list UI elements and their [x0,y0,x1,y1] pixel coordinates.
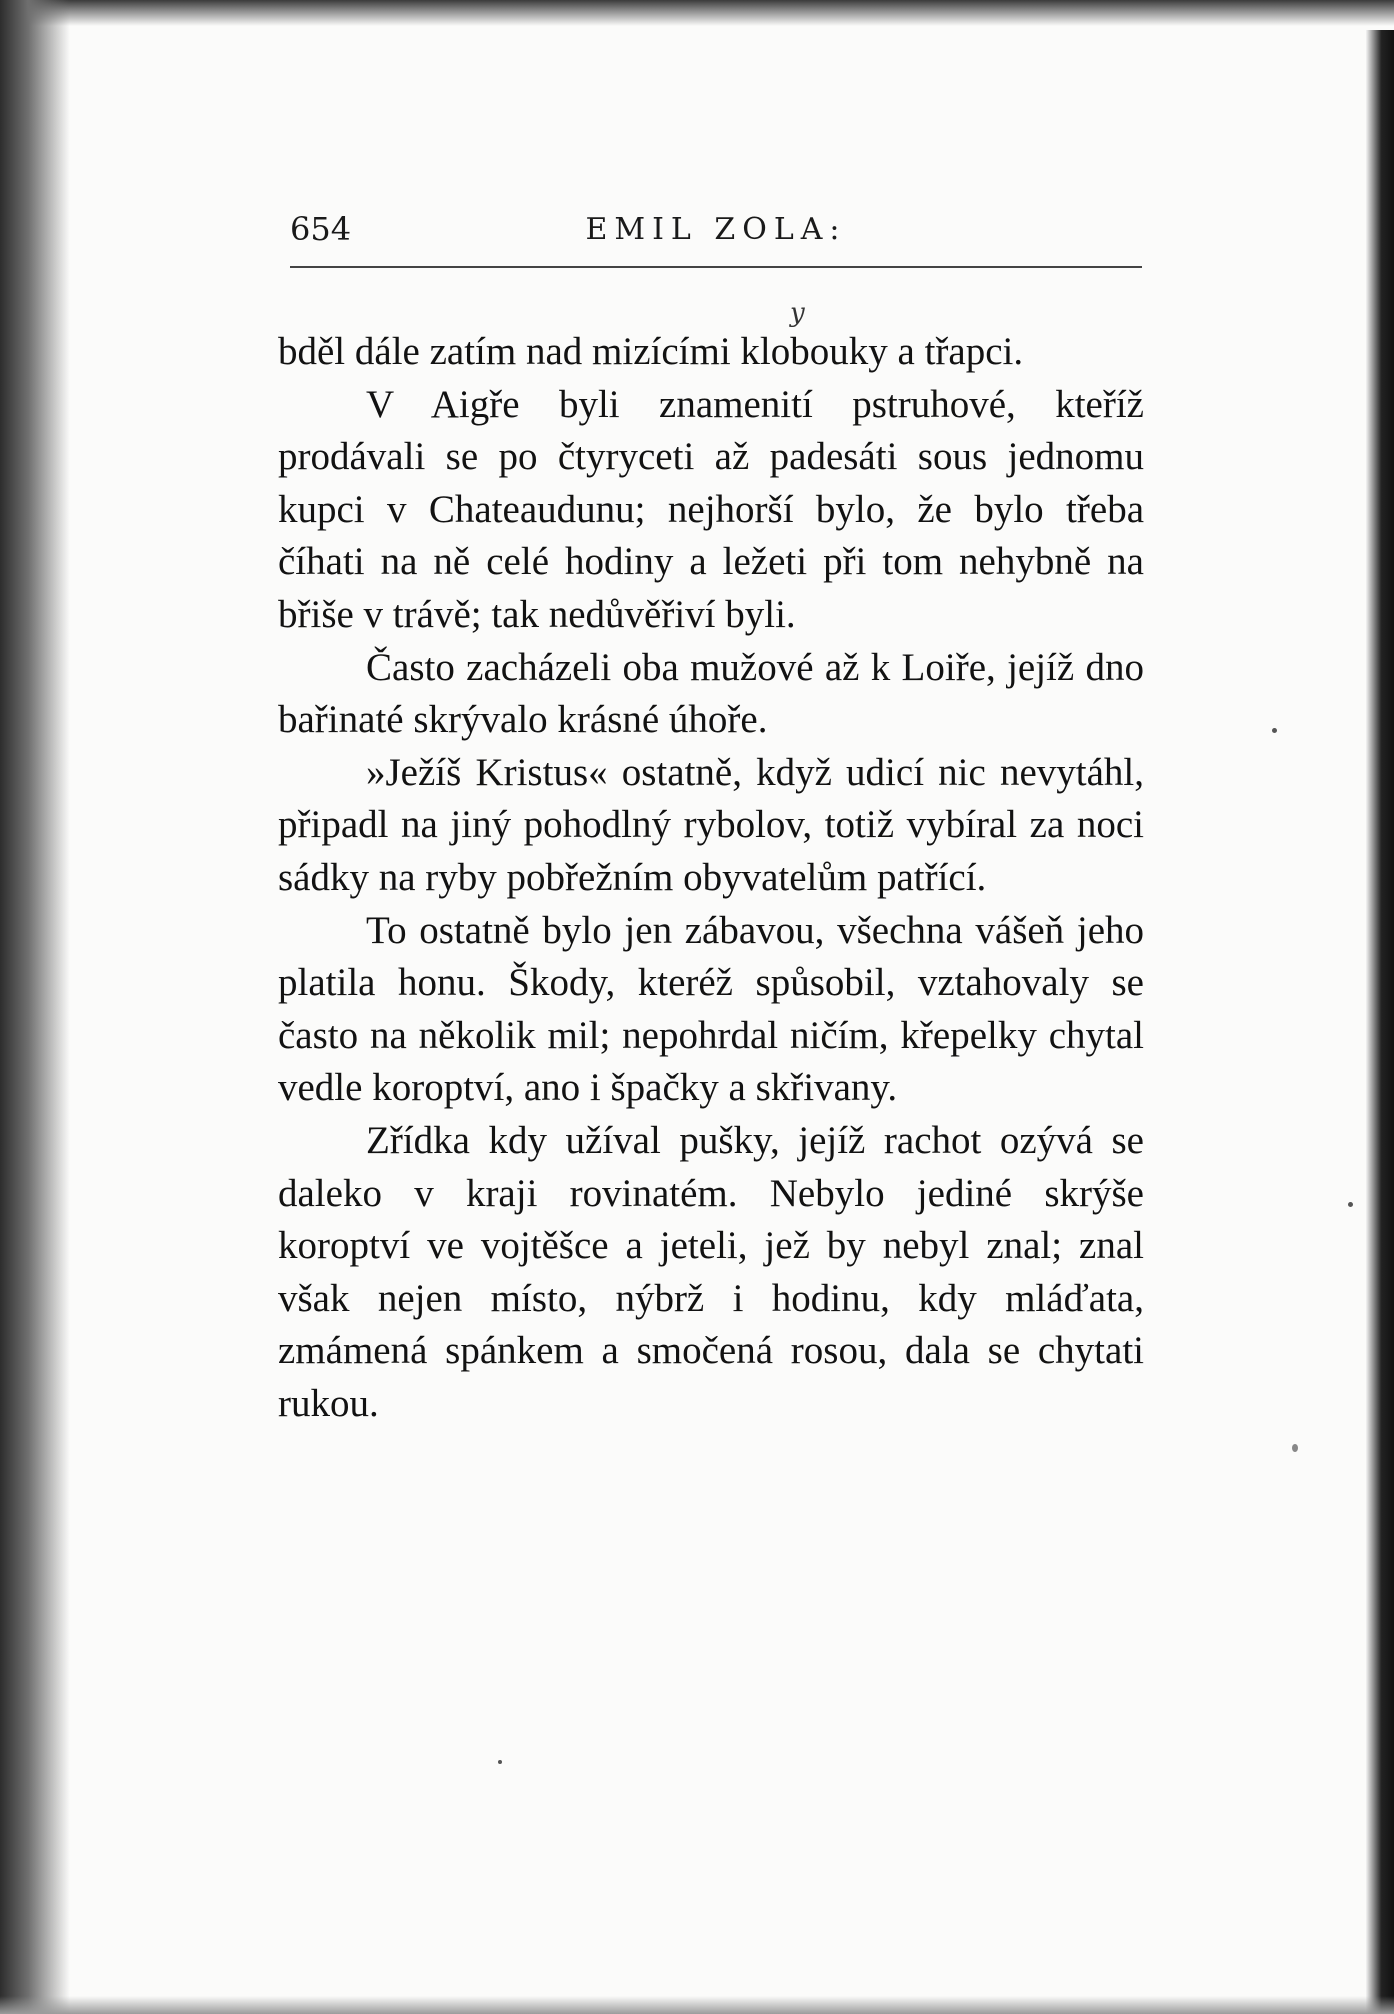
running-title: EMIL ZOLA: [585,212,847,247]
paragraph-6: Zřídka kdy užíval pušky, jejíž rachot ozývá se daleko v kraji rovinatém. Nebylo jediné skrýše koroptví ve vojtěšce a jeteli, jež by nebyl znal; znal však nejen místo, nýbrž i hodinu, kdy mláďata, zmámená spánkem a smočená rosou, dala se chytati rukou. [278,1118,1144,1425]
scan-shadow-top [0,0,1394,26]
scan-shadow-bottom [0,1996,1394,2014]
scan-shadow-left [0,0,70,2014]
handwritten-correction: y [790,298,805,328]
paragraph-1: bděl dále zatím nad mizícími klobouky a třapci. [278,330,1024,373]
body-text [278,326,1144,1430]
dust-speck [1348,1202,1353,1207]
paragraph-5: To ostatně bylo jen zábavou, všechna vášeň jeho platila honu. Škody, kteréž spůsobil, vztahovaly se často na několik mil; nepohrdal ničím, křepelky chytal vedle koroptví, ano i špačky a skřivany. [278,908,1144,1110]
book-edge-right [1366,30,1394,2014]
paragraph-4: »Ježíš Kristus« ostatně, když udicí nic nevytáhl, připadl na jiný pohodlný rybolov, totiž vybíral za noci sádky na ryby pobřežním obyvatelům patřící. [278,750,1144,899]
paragraph-3: Často zacházeli oba mužové až k Loiře, jejíž dno bařinaté skrývalo krásné úhoře. [278,645,1144,742]
page-number: 654 [290,210,352,248]
page-header [290,210,1142,260]
paragraph-2: V Aigře byli znamenití pstruhové, kteříž prodávali se po čtyryceti až padesáti sous jednomu kupci v Chateaudunu; nejhorší bylo, že bylo třeba číhati na ně celé hodiny a ležeti při tom nehybně na břiše v trávě; tak nedůvěřiví byli. [278,382,1144,636]
dust-speck [1292,1444,1298,1452]
dust-speck [498,1760,502,1764]
dust-speck [1272,728,1277,733]
header-rule [290,266,1142,268]
